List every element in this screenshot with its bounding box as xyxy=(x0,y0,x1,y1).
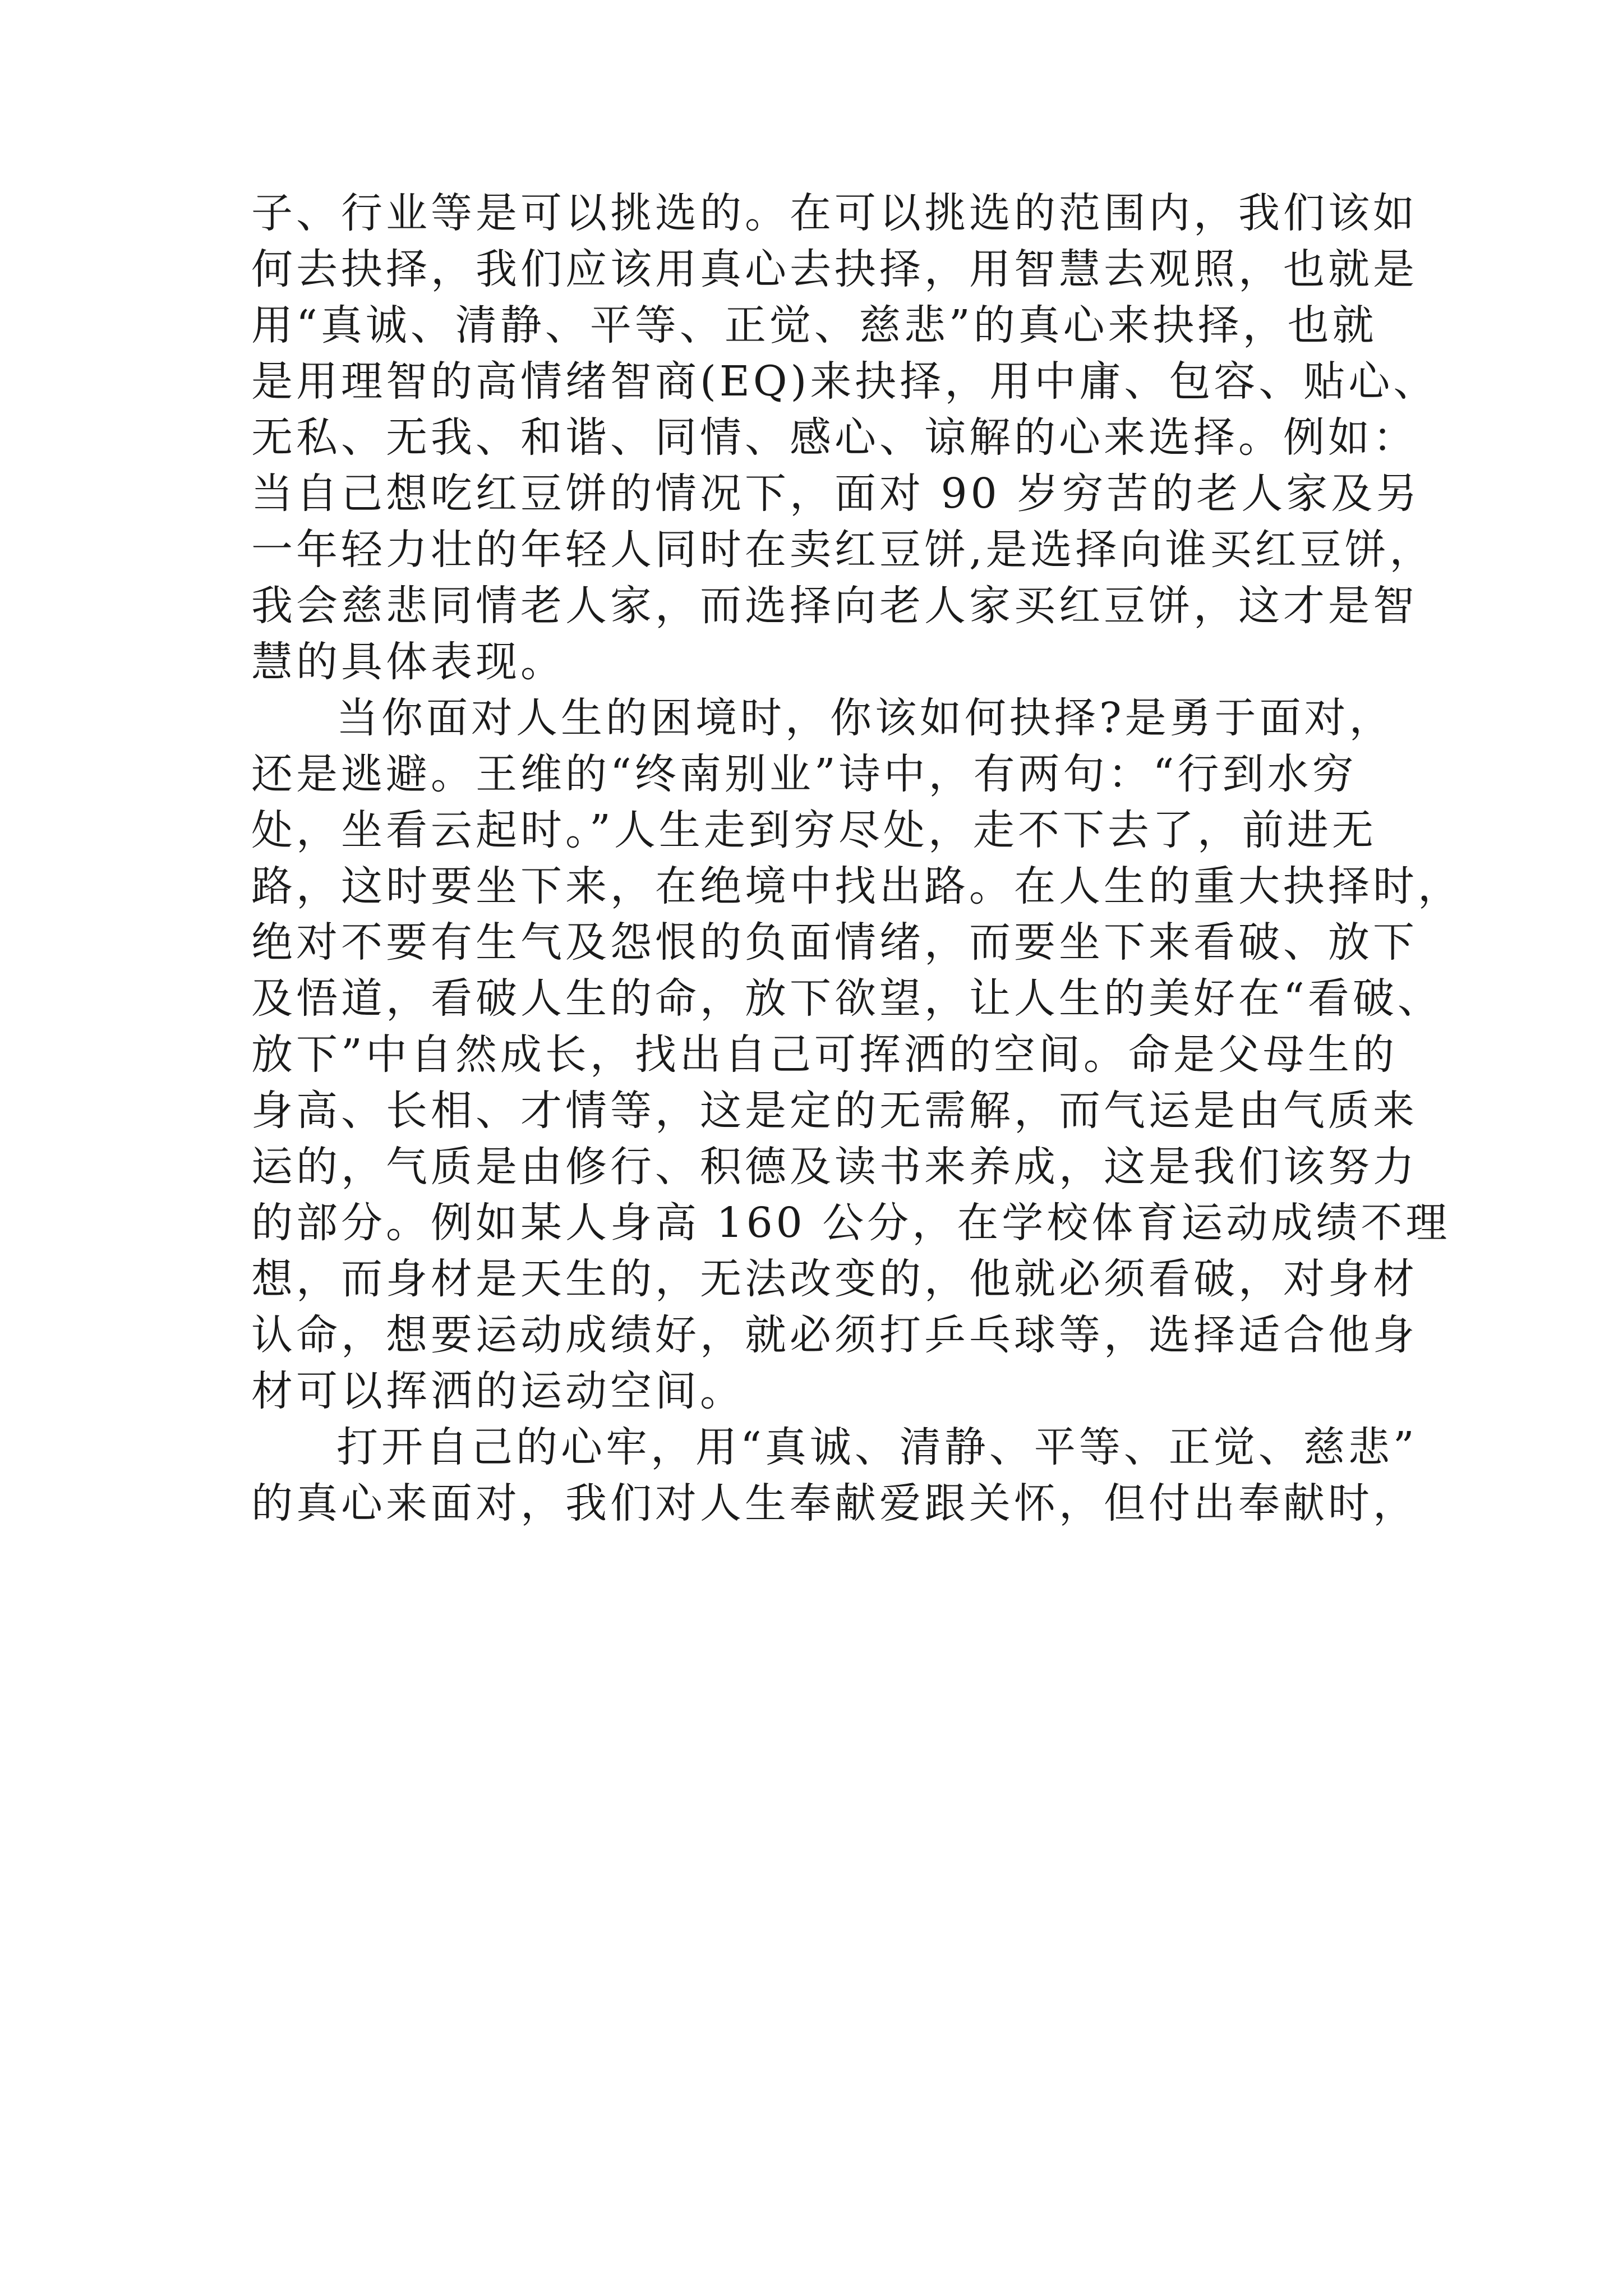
text-line: 当你面对人生的困境时，你该如何抉择?是勇于面对， xyxy=(336,694,1394,742)
text-line: 放下”中自然成长，找出自己可挥洒的空间。命是父母生的 xyxy=(251,1030,1398,1079)
text-line: 是用理智的高情绪智商(EQ)来抉择，用中庸、包容、贴心、 xyxy=(251,357,1438,406)
text-line: 想，而身材是天生的，无法改变的，他就必须看破，对身材 xyxy=(251,1255,1418,1303)
text-line: 绝对不要有生气及怨恨的负面情绪，而要坐下来看破、放下 xyxy=(251,918,1418,967)
text-line: 处，坐看云起时。”人生走到穷尽处，走不下去了，前进无 xyxy=(251,806,1377,854)
text-line: 身高、长相、才情等，这是定的无需解，而气运是由气质来 xyxy=(251,1087,1418,1135)
text-line: 何去抉择，我们应该用真心去抉择，用智慧去观照，也就是 xyxy=(251,245,1418,293)
text-line: 子、行业等是可以挑选的。在可以挑选的范围内，我们该如 xyxy=(251,189,1418,237)
body-text xyxy=(251,185,1463,1531)
text-line: 及悟道，看破人生的命，放下欲望，让人生的美好在“看破、 xyxy=(251,974,1442,1023)
text-line: 认命，想要运动成绩好，就必须打乒乓球等，选择适合他身 xyxy=(251,1311,1418,1359)
text-line: 的真心来面对，我们对人生奉献爱跟关怀，但付出奉献时， xyxy=(251,1479,1418,1527)
text-line: 还是逃避。王维的“终南别业”诗中，有两句：“行到水穷 xyxy=(251,750,1357,798)
text-line: 运的，气质是由修行、积德及读书来养成，这是我们该努力 xyxy=(251,1143,1418,1191)
text-line: 打开自己的心牢，用“真诚、清静、平等、正觉、慈悲” xyxy=(336,1423,1418,1471)
text-line: 当自己想吃红豆饼的情况下，面对 90 岁穷苦的老人家及另 xyxy=(251,470,1421,518)
text-line: 一年轻力壮的年轻人同时在卖红豆饼,是选择向谁买红豆饼， xyxy=(251,526,1435,574)
text-line: 材可以挥洒的运动空间。 xyxy=(251,1367,745,1415)
text-line: 慧的具体表现。 xyxy=(251,638,565,686)
text-line: 我会慈悲同情老人家，而选择向老人家买红豆饼，这才是智 xyxy=(251,582,1418,630)
text-line: 无私、无我、和谐、同情、感心、谅解的心来选择。例如： xyxy=(251,413,1418,462)
text-line: 路，这时要坐下来，在绝境中找出路。在人生的重大抉择时， xyxy=(251,862,1463,910)
text-line: 的部分。例如某人身高 160 公分，在学校体育运动成绩不理 xyxy=(251,1199,1451,1247)
text-line: 用“真诚、清静、平等、正觉、慈悲”的真心来抉择，也就 xyxy=(251,301,1377,349)
